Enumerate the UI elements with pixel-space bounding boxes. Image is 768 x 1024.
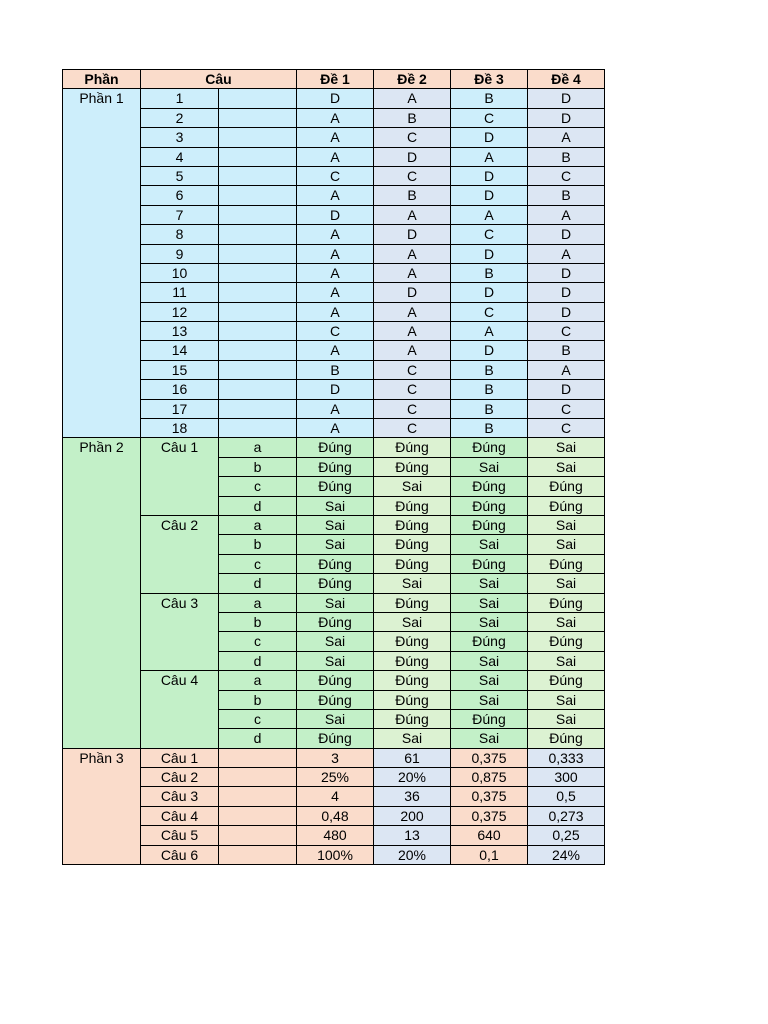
answer-de-3: Đúng	[451, 496, 528, 515]
question-number: 3	[141, 128, 219, 147]
sub-item-letter: b	[219, 690, 297, 709]
answer-de-3: Sai	[451, 457, 528, 476]
answer-de-4: C	[528, 419, 605, 438]
answer-de-3: B	[451, 419, 528, 438]
answer-de-4: Sai	[528, 438, 605, 457]
table-row	[63, 166, 605, 185]
answer-de-4: 0,273	[528, 806, 605, 825]
answer-de-2: 36	[374, 787, 451, 806]
table-row	[63, 826, 605, 845]
answer-de-3: A	[451, 147, 528, 166]
table-row	[63, 671, 605, 690]
answer-de-2: 20%	[374, 845, 451, 864]
table-row	[63, 89, 605, 108]
empty-sub-cell	[219, 225, 297, 244]
answer-de-4: 0,5	[528, 787, 605, 806]
table-row	[63, 399, 605, 418]
answer-de-1: A	[297, 399, 374, 418]
answer-de-2: Sai	[374, 612, 451, 631]
answer-de-3: B	[451, 399, 528, 418]
table-row	[63, 419, 605, 438]
question-number: 8	[141, 225, 219, 244]
question-label: Câu 3	[141, 593, 219, 671]
answer-de-3: Đúng	[451, 709, 528, 728]
empty-sub-cell	[219, 322, 297, 341]
question-number: 13	[141, 322, 219, 341]
answer-de-2: Đúng	[374, 709, 451, 728]
answer-de-1: Sai	[297, 535, 374, 554]
answer-de-1: D	[297, 89, 374, 108]
answer-de-4: A	[528, 360, 605, 379]
answer-de-1: Đúng	[297, 574, 374, 593]
header-de-2: Đề 2	[374, 70, 451, 89]
question-number: 16	[141, 380, 219, 399]
table-row	[63, 205, 605, 224]
answer-de-3: B	[451, 89, 528, 108]
header-de-4: Đề 4	[528, 70, 605, 89]
answer-de-2: Đúng	[374, 515, 451, 534]
empty-sub-cell	[219, 845, 297, 864]
empty-sub-cell	[219, 826, 297, 845]
answer-de-3: B	[451, 360, 528, 379]
question-number: 6	[141, 186, 219, 205]
table-row	[63, 787, 605, 806]
answer-de-2: Đúng	[374, 593, 451, 612]
answer-de-4: Sai	[528, 574, 605, 593]
empty-sub-cell	[219, 787, 297, 806]
answer-de-3: C	[451, 302, 528, 321]
answer-de-4: Sai	[528, 690, 605, 709]
answer-de-3: A	[451, 322, 528, 341]
answer-de-4: Đúng	[528, 671, 605, 690]
header-de-3: Đề 3	[451, 70, 528, 89]
question-label: Câu 1	[141, 438, 219, 516]
answer-de-3: Sai	[451, 671, 528, 690]
empty-sub-cell	[219, 419, 297, 438]
question-number: 9	[141, 244, 219, 263]
answer-de-4: Sai	[528, 457, 605, 476]
answer-de-1: Sai	[297, 515, 374, 534]
answer-de-4: Đúng	[528, 477, 605, 496]
sub-item-letter: a	[219, 515, 297, 534]
answer-de-2: D	[374, 225, 451, 244]
table-row	[63, 515, 605, 534]
answer-de-3: Sai	[451, 729, 528, 748]
empty-sub-cell	[219, 341, 297, 360]
sub-item-letter: a	[219, 593, 297, 612]
table-row	[63, 360, 605, 379]
sub-item-letter: a	[219, 671, 297, 690]
answer-de-3: D	[451, 186, 528, 205]
answer-de-1: Đúng	[297, 729, 374, 748]
answer-de-4: C	[528, 166, 605, 185]
sub-item-letter: d	[219, 729, 297, 748]
table-row	[63, 593, 605, 612]
answer-de-2: A	[374, 263, 451, 282]
answer-de-1: 100%	[297, 845, 374, 864]
answer-de-2: D	[374, 283, 451, 302]
answer-de-1: C	[297, 166, 374, 185]
empty-sub-cell	[219, 748, 297, 767]
answer-de-3: B	[451, 380, 528, 399]
answer-de-3: 0,1	[451, 845, 528, 864]
question-number: 17	[141, 399, 219, 418]
empty-sub-cell	[219, 89, 297, 108]
sub-item-letter: c	[219, 554, 297, 573]
answer-de-4: Đúng	[528, 729, 605, 748]
answer-de-3: Sai	[451, 593, 528, 612]
answer-de-1: Sai	[297, 632, 374, 651]
answer-de-4: A	[528, 244, 605, 263]
answer-de-3: A	[451, 205, 528, 224]
answer-de-2: A	[374, 322, 451, 341]
table-row	[63, 128, 605, 147]
answer-de-2: A	[374, 302, 451, 321]
table-row	[63, 225, 605, 244]
answer-de-2: C	[374, 380, 451, 399]
answer-de-4: 24%	[528, 845, 605, 864]
answer-de-4: Sai	[528, 515, 605, 534]
answer-de-1: A	[297, 186, 374, 205]
answer-de-3: 640	[451, 826, 528, 845]
answer-de-2: A	[374, 244, 451, 263]
header-phan: Phần	[63, 70, 141, 89]
answer-de-2: D	[374, 147, 451, 166]
answer-de-1: A	[297, 419, 374, 438]
answer-de-4: A	[528, 128, 605, 147]
answer-de-3: B	[451, 263, 528, 282]
answer-de-1: A	[297, 147, 374, 166]
answer-de-4: Đúng	[528, 632, 605, 651]
answer-de-1: Đúng	[297, 554, 374, 573]
answer-de-1: D	[297, 205, 374, 224]
sub-item-letter: b	[219, 457, 297, 476]
answer-de-1: Đúng	[297, 457, 374, 476]
answer-de-1: A	[297, 263, 374, 282]
sub-item-letter: d	[219, 574, 297, 593]
table-row	[63, 322, 605, 341]
sub-item-letter: c	[219, 709, 297, 728]
answer-de-1: Sai	[297, 651, 374, 670]
answer-de-2: Sai	[374, 729, 451, 748]
answer-de-3: 0,375	[451, 748, 528, 767]
answer-de-1: Sai	[297, 709, 374, 728]
answer-de-3: C	[451, 225, 528, 244]
empty-sub-cell	[219, 186, 297, 205]
answer-de-1: Đúng	[297, 438, 374, 457]
answer-de-3: Đúng	[451, 438, 528, 457]
answer-de-3: 0,375	[451, 787, 528, 806]
part-2-label: Phần 2	[63, 438, 141, 748]
answer-de-3: D	[451, 128, 528, 147]
question-label: Câu 6	[141, 845, 219, 864]
empty-sub-cell	[219, 244, 297, 263]
part-3-label: Phần 3	[63, 748, 141, 864]
answer-de-3: Đúng	[451, 515, 528, 534]
answer-de-4: Sai	[528, 612, 605, 631]
sub-item-letter: c	[219, 632, 297, 651]
answer-de-2: Đúng	[374, 690, 451, 709]
answer-de-4: Sai	[528, 709, 605, 728]
question-label: Câu 5	[141, 826, 219, 845]
answer-de-3: 0,875	[451, 768, 528, 787]
answer-de-2: C	[374, 399, 451, 418]
table-row	[63, 244, 605, 263]
table-row	[63, 380, 605, 399]
empty-sub-cell	[219, 399, 297, 418]
answer-key-table	[62, 69, 605, 865]
question-label: Câu 2	[141, 768, 219, 787]
answer-de-4: D	[528, 263, 605, 282]
answer-de-1: Đúng	[297, 671, 374, 690]
answer-de-1: 0,48	[297, 806, 374, 825]
answer-de-2: Đúng	[374, 496, 451, 515]
answer-de-3: Đúng	[451, 477, 528, 496]
answer-de-4: Đúng	[528, 496, 605, 515]
header-de-1: Đề 1	[297, 70, 374, 89]
answer-de-4: B	[528, 147, 605, 166]
answer-de-3: Sai	[451, 612, 528, 631]
answer-de-2: B	[374, 108, 451, 127]
answer-de-4: 0,333	[528, 748, 605, 767]
answer-de-3: Sai	[451, 651, 528, 670]
empty-sub-cell	[219, 806, 297, 825]
empty-sub-cell	[219, 166, 297, 185]
question-number: 15	[141, 360, 219, 379]
question-number: 1	[141, 89, 219, 108]
answer-de-3: D	[451, 283, 528, 302]
header-row	[63, 70, 605, 89]
answer-de-2: Sai	[374, 477, 451, 496]
question-number: 12	[141, 302, 219, 321]
answer-de-2: Sai	[374, 574, 451, 593]
answer-de-1: A	[297, 302, 374, 321]
answer-de-2: B	[374, 186, 451, 205]
answer-de-1: 3	[297, 748, 374, 767]
table-row	[63, 806, 605, 825]
empty-sub-cell	[219, 205, 297, 224]
answer-de-2: 61	[374, 748, 451, 767]
table-row	[63, 147, 605, 166]
empty-sub-cell	[219, 147, 297, 166]
answer-de-4: B	[528, 186, 605, 205]
answer-de-1: A	[297, 128, 374, 147]
answer-de-3: C	[451, 108, 528, 127]
answer-de-2: C	[374, 419, 451, 438]
table-row	[63, 845, 605, 864]
answer-de-2: 13	[374, 826, 451, 845]
answer-de-4: 0,25	[528, 826, 605, 845]
table-row	[63, 748, 605, 767]
answer-de-3: Đúng	[451, 632, 528, 651]
question-label: Câu 4	[141, 671, 219, 749]
answer-de-4: Đúng	[528, 593, 605, 612]
empty-sub-cell	[219, 263, 297, 282]
answer-de-3: Sai	[451, 690, 528, 709]
answer-de-2: Đúng	[374, 671, 451, 690]
question-number: 7	[141, 205, 219, 224]
answer-de-3: Sai	[451, 535, 528, 554]
answer-de-1: A	[297, 244, 374, 263]
answer-de-2: C	[374, 360, 451, 379]
part-1-label: Phần 1	[63, 89, 141, 438]
answer-de-2: Đúng	[374, 457, 451, 476]
answer-de-2: C	[374, 166, 451, 185]
question-number: 11	[141, 283, 219, 302]
answer-de-1: Đúng	[297, 477, 374, 496]
empty-sub-cell	[219, 302, 297, 321]
answer-de-3: 0,375	[451, 806, 528, 825]
table-row	[63, 283, 605, 302]
sub-item-letter: c	[219, 477, 297, 496]
answer-de-1: B	[297, 360, 374, 379]
answer-de-4: Đúng	[528, 554, 605, 573]
answer-de-4: C	[528, 322, 605, 341]
empty-sub-cell	[219, 768, 297, 787]
answer-de-2: 20%	[374, 768, 451, 787]
empty-sub-cell	[219, 108, 297, 127]
answer-de-2: C	[374, 128, 451, 147]
answer-de-4: A	[528, 205, 605, 224]
question-number: 18	[141, 419, 219, 438]
question-label: Câu 4	[141, 806, 219, 825]
answer-de-1: Đúng	[297, 690, 374, 709]
answer-de-3: D	[451, 166, 528, 185]
answer-de-4: B	[528, 341, 605, 360]
sub-item-letter: b	[219, 535, 297, 554]
sub-item-letter: d	[219, 496, 297, 515]
answer-de-1: Sai	[297, 593, 374, 612]
answer-de-4: D	[528, 108, 605, 127]
answer-de-4: D	[528, 380, 605, 399]
question-label: Câu 2	[141, 515, 219, 593]
sub-item-letter: b	[219, 612, 297, 631]
answer-de-2: Đúng	[374, 554, 451, 573]
answer-de-2: A	[374, 205, 451, 224]
empty-sub-cell	[219, 128, 297, 147]
question-number: 4	[141, 147, 219, 166]
question-number: 10	[141, 263, 219, 282]
answer-de-1: A	[297, 341, 374, 360]
answer-de-4: 300	[528, 768, 605, 787]
table-row	[63, 302, 605, 321]
answer-de-2: Đúng	[374, 438, 451, 457]
answer-de-1: Sai	[297, 496, 374, 515]
answer-de-4: D	[528, 225, 605, 244]
empty-sub-cell	[219, 283, 297, 302]
table-row	[63, 341, 605, 360]
table-body	[63, 89, 605, 865]
answer-de-4: D	[528, 302, 605, 321]
answer-de-4: D	[528, 283, 605, 302]
question-number: 5	[141, 166, 219, 185]
empty-sub-cell	[219, 380, 297, 399]
answer-de-4: Sai	[528, 651, 605, 670]
answer-de-1: A	[297, 283, 374, 302]
question-number: 2	[141, 108, 219, 127]
answer-de-2: Đúng	[374, 632, 451, 651]
question-label: Câu 1	[141, 748, 219, 767]
answer-de-3: D	[451, 341, 528, 360]
question-number: 14	[141, 341, 219, 360]
answer-de-1: C	[297, 322, 374, 341]
answer-de-4: D	[528, 89, 605, 108]
answer-de-1: A	[297, 225, 374, 244]
question-label: Câu 3	[141, 787, 219, 806]
empty-sub-cell	[219, 360, 297, 379]
answer-de-3: Đúng	[451, 554, 528, 573]
answer-de-1: A	[297, 108, 374, 127]
answer-de-2: 200	[374, 806, 451, 825]
answer-de-1: D	[297, 380, 374, 399]
answer-de-1: 25%	[297, 768, 374, 787]
answer-de-2: A	[374, 341, 451, 360]
table-row	[63, 108, 605, 127]
answer-de-2: Đúng	[374, 651, 451, 670]
table-row	[63, 768, 605, 787]
answer-de-3: Sai	[451, 574, 528, 593]
sub-item-letter: a	[219, 438, 297, 457]
answer-de-3: D	[451, 244, 528, 263]
answer-de-1: 480	[297, 826, 374, 845]
table-row	[63, 263, 605, 282]
sub-item-letter: d	[219, 651, 297, 670]
answer-de-2: Đúng	[374, 535, 451, 554]
table-row	[63, 438, 605, 457]
answer-de-1: Đúng	[297, 612, 374, 631]
header-cau: Câu	[141, 70, 297, 89]
answer-de-1: 4	[297, 787, 374, 806]
answer-de-2: A	[374, 89, 451, 108]
answer-de-4: C	[528, 399, 605, 418]
table-row	[63, 186, 605, 205]
answer-de-4: Sai	[528, 535, 605, 554]
